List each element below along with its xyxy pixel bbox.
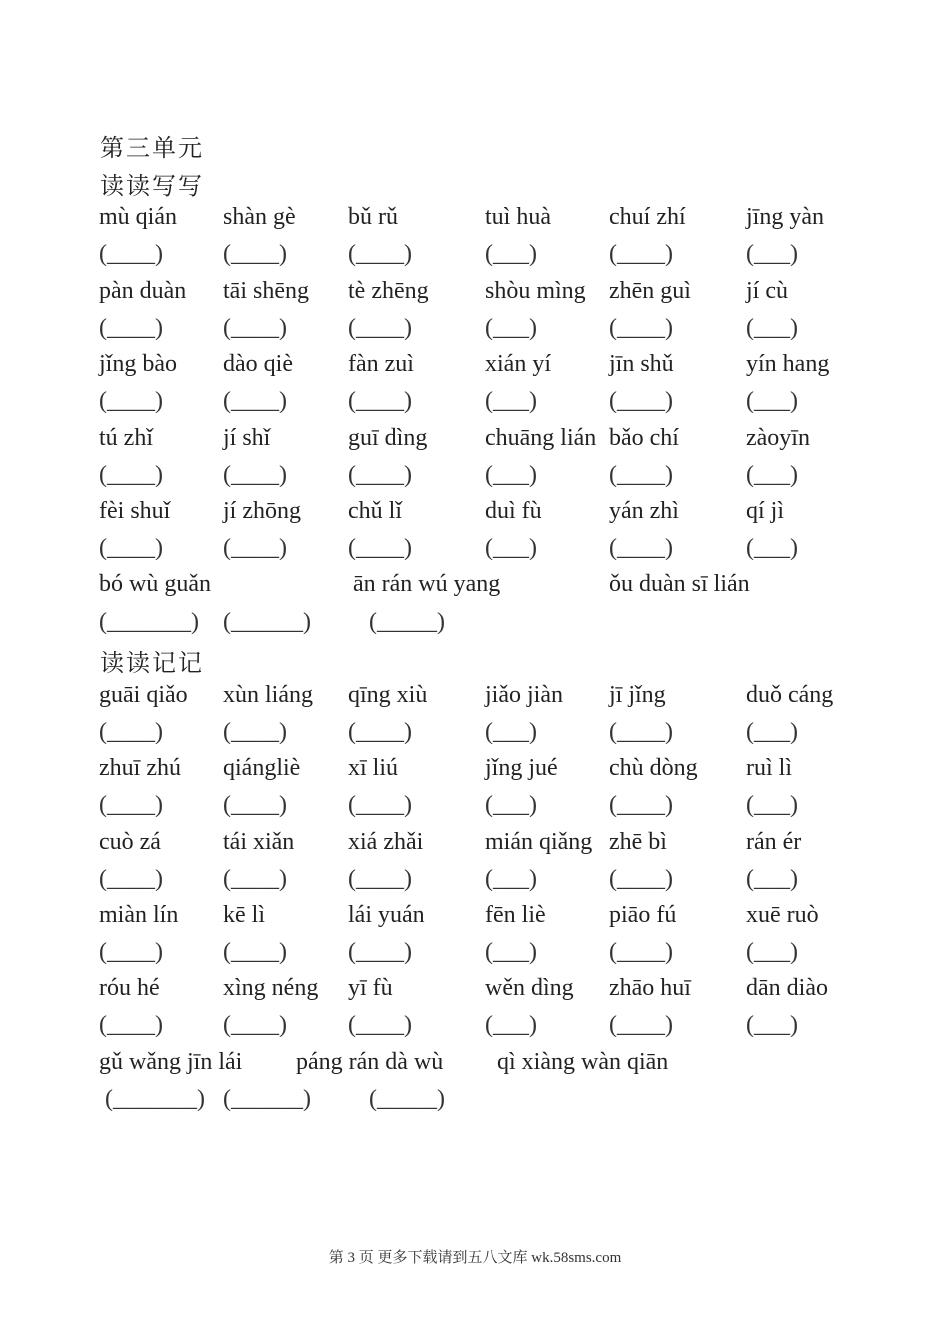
pinyin-word: fèi shuǐ [99,498,171,524]
answer-blank[interactable]: (___) [485,535,537,561]
pinyin-word: qiángliè [223,755,301,781]
answer-blank[interactable]: (___) [746,1012,798,1038]
answer-blank[interactable]: (____) [99,241,163,267]
pinyin-word: fēn liè [485,902,546,928]
pinyin-word: dān diào [746,975,828,1001]
answer-blank[interactable]: (____) [348,315,412,341]
pinyin-word: zhāo huī [609,975,691,1001]
answer-blank[interactable]: (_____) [369,1086,445,1112]
idiom-pinyin: ān rán wú yang [353,571,501,597]
answer-blank[interactable]: (___) [485,792,537,818]
unit-title: 第三单元 [100,136,204,162]
answer-blank[interactable]: (____) [99,388,163,414]
idiom-pinyin: ǒu duàn sī lián [609,571,750,597]
pinyin-word: chù dòng [609,755,698,781]
pinyin-word: dào qiè [223,351,293,377]
pinyin-word: jīng yàn [746,204,824,230]
pinyin-word: shòu mìng [485,278,586,304]
pinyin-word: yī fù [348,975,393,1001]
idiom-pinyin: qì xiàng wàn qiān [497,1049,669,1075]
answer-blank[interactable]: (____) [609,939,673,965]
answer-blank[interactable]: (____) [223,939,287,965]
pinyin-word: jǐng bào [99,351,177,377]
answer-blank[interactable]: (____) [348,388,412,414]
answer-blank[interactable]: (___) [746,866,798,892]
answer-blank[interactable]: (____) [99,462,163,488]
section-title-read-remember: 读读记记 [100,651,204,677]
pinyin-word: jī jǐng [609,682,666,708]
answer-blank[interactable]: (___) [485,241,537,267]
pinyin-word: zàoyīn [746,425,810,451]
pinyin-word: miàn lín [99,902,179,928]
pinyin-word: qí jì [746,498,785,524]
answer-blank[interactable]: (___) [485,866,537,892]
pinyin-word: xián yí [485,351,551,377]
answer-blank[interactable]: (____) [609,462,673,488]
pinyin-word: xī liú [348,755,399,781]
pinyin-word: shàn gè [223,204,296,230]
answer-blank[interactable]: (____) [223,792,287,818]
answer-blank[interactable]: (____) [99,866,163,892]
pinyin-word: jǐng jué [485,755,558,781]
pinyin-word: duì fù [485,498,542,524]
pinyin-word: jīn shǔ [609,351,674,377]
pinyin-word: zhēn guì [609,278,691,304]
answer-blank[interactable]: (____) [609,315,673,341]
answer-blank[interactable]: (____) [609,241,673,267]
answer-blank[interactable]: (____) [99,535,163,561]
answer-blank[interactable]: (____) [348,939,412,965]
section-title-read-write: 读读写写 [100,174,204,200]
answer-blank[interactable]: (___) [485,939,537,965]
answer-blank[interactable]: (___) [485,315,537,341]
pinyin-word: bǎo chí [609,425,679,451]
pinyin-word: jí zhōng [223,498,301,524]
pinyin-word: chǔ lǐ [348,498,402,524]
answer-blank[interactable]: (____) [348,719,412,745]
pinyin-word: yán zhì [609,498,679,524]
pinyin-word: tuì huà [485,204,551,230]
answer-blank[interactable]: (____) [348,866,412,892]
answer-blank[interactable]: (___) [746,939,798,965]
answer-blank[interactable]: (______) [223,1086,311,1112]
pinyin-word: piāo fú [609,902,677,928]
pinyin-word: kē lì [223,902,265,928]
answer-blank[interactable]: (___) [485,1012,537,1038]
page-footer: 第 3 页 更多下载请到五八文库 wk.58sms.com [328,1250,622,1266]
answer-blank[interactable]: (___) [485,719,537,745]
answer-blank[interactable]: (_______) [105,1086,205,1112]
pinyin-word: xùn liáng [223,682,313,708]
pinyin-word: duǒ cáng [746,682,834,708]
pinyin-word: qīng xiù [348,682,428,708]
answer-blank[interactable]: (___) [485,388,537,414]
pinyin-word: mù qián [99,204,177,230]
pinyin-word: jiǎo jiàn [485,682,563,708]
answer-blank[interactable]: (____) [223,719,287,745]
answer-blank[interactable]: (_____) [369,609,445,635]
pinyin-word: jí cù [746,278,788,304]
answer-blank[interactable]: (____) [223,1012,287,1038]
answer-blank[interactable]: (____) [609,535,673,561]
answer-blank[interactable]: (___) [746,535,798,561]
answer-blank[interactable]: (____) [609,866,673,892]
pinyin-word: tú zhǐ [99,425,153,451]
answer-blank[interactable]: (____) [223,388,287,414]
pinyin-word: xìng néng [223,975,319,1001]
answer-blank[interactable]: (____) [99,1012,163,1038]
answer-blank[interactable]: (___) [746,792,798,818]
answer-blank[interactable]: (____) [609,1012,673,1038]
answer-blank[interactable]: (____) [223,866,287,892]
pinyin-word: wěn dìng [485,975,574,1001]
pinyin-word: guāi qiǎo [99,682,188,708]
answer-blank[interactable]: (____) [348,792,412,818]
pinyin-word: tái xiǎn [223,829,295,855]
pinyin-word: róu hé [99,975,160,1001]
answer-blank[interactable]: (____) [223,462,287,488]
pinyin-word: ruì lì [746,755,792,781]
pinyin-word: chuāng lián [485,425,597,451]
pinyin-word: xiá zhǎi [348,829,424,855]
pinyin-word: fàn zuì [348,351,414,377]
idiom-pinyin: gǔ wǎng jīn lái [99,1049,243,1075]
answer-blank[interactable]: (____) [609,388,673,414]
pinyin-word: pàn duàn [99,278,187,304]
answer-blank[interactable]: (____) [609,792,673,818]
answer-blank[interactable]: (____) [99,719,163,745]
answer-blank[interactable]: (____) [223,315,287,341]
pinyin-word: chuí zhí [609,204,686,230]
pinyin-word: xuē ruò [746,902,819,928]
pinyin-word: tè zhēng [348,278,429,304]
answer-blank[interactable]: (___) [485,462,537,488]
answer-blank[interactable]: (____) [99,792,163,818]
answer-blank[interactable]: (____) [609,719,673,745]
answer-blank[interactable]: (____) [348,1012,412,1038]
answer-blank[interactable]: (____) [223,535,287,561]
pinyin-word: mián qiǎng [485,829,593,855]
idiom-pinyin: bó wù guǎn [99,571,211,597]
answer-blank[interactable]: (_______) [99,609,199,635]
pinyin-word: jí shǐ [223,425,271,451]
answer-blank[interactable]: (____) [99,315,163,341]
answer-blank[interactable]: (___) [746,462,798,488]
answer-blank[interactable]: (____) [348,535,412,561]
answer-blank[interactable]: (___) [746,315,798,341]
pinyin-word: bǔ rǔ [348,204,398,230]
answer-blank[interactable]: (______) [223,609,311,635]
pinyin-word: zhuī zhú [99,755,181,781]
pinyin-word: guī dìng [348,425,428,451]
answer-blank[interactable]: (____) [348,241,412,267]
answer-blank[interactable]: (___) [746,241,798,267]
answer-blank[interactable]: (____) [223,241,287,267]
pinyin-word: yín hang [746,351,830,377]
pinyin-word: lái yuán [348,902,425,928]
answer-blank[interactable]: (____) [99,939,163,965]
pinyin-word: zhē bì [609,829,667,855]
answer-blank[interactable]: (___) [746,719,798,745]
idiom-pinyin: páng rán dà wù [296,1049,444,1075]
answer-blank[interactable]: (___) [746,388,798,414]
pinyin-word: rán ér [746,829,802,855]
pinyin-word: cuò zá [99,829,161,855]
pinyin-word: tāi shēng [223,278,309,304]
answer-blank[interactable]: (____) [348,462,412,488]
